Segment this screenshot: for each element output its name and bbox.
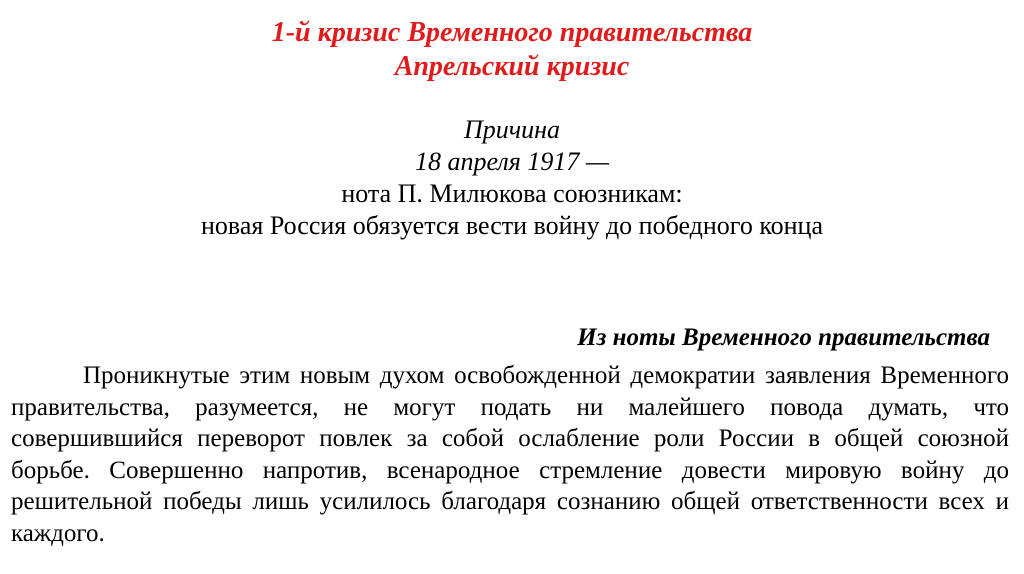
cause-line-1: нота П. Милюкова союзникам: [341, 179, 683, 208]
cause-line-2: новая Россия обязуется вести войну до победного конца [200, 211, 824, 240]
cause-block [0, 114, 1024, 242]
note-paragraph: Проникнутые этим новым духом освобожденной демократии заявления Временного правительства, разумеется, не могут подать ни малейшего повода думать, что совершившийся переворот повлек за собой ослабление роли России в общей союзной борьбе. Совершенно напротив, всенародное стремление довести мировую войну до решительной победы лишь усилилось благодаря сознанию общей ответственности всех и каждого. [11, 362, 1009, 547]
slide-title-line-2: Апрельский кризис [394, 51, 630, 82]
slide-title-line-1: 1-й кризис Временного правительства [271, 17, 753, 48]
slide-title [0, 16, 1024, 84]
note-source-heading: Из ноты Временного правительства [577, 324, 990, 351]
cause-heading: Причина [463, 115, 561, 144]
cause-date-line: 18 апреля 1917 — [415, 147, 609, 176]
